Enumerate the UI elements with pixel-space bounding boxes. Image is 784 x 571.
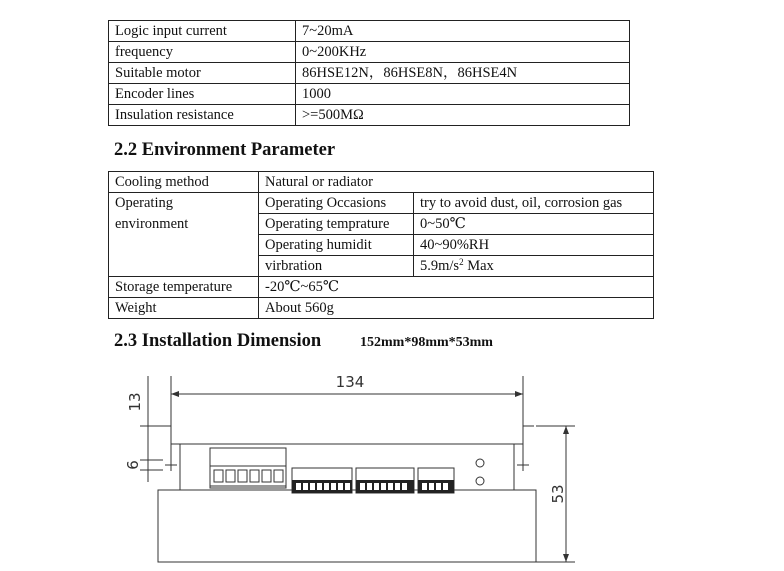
spec-key: Insulation resistance — [109, 105, 296, 126]
table-row — [109, 193, 654, 214]
table-row — [109, 172, 654, 193]
table-row — [109, 42, 630, 63]
driver-front-view — [158, 490, 536, 562]
table-row — [109, 21, 630, 42]
environment-parameter-table — [108, 171, 654, 319]
operating-value: try to avoid dust, oil, corrosion gas — [414, 193, 654, 214]
table-row — [109, 84, 630, 105]
operating-key: virbration — [259, 256, 414, 277]
spec-value: 7~20mA — [296, 21, 630, 42]
width-dimension-label: 134 — [335, 373, 365, 391]
table-row — [109, 63, 630, 84]
spec-key: frequency — [109, 42, 296, 63]
terminal-block-left — [210, 448, 286, 488]
operating-value: 40~90%RH — [414, 235, 654, 256]
operating-value — [414, 256, 654, 277]
spec-value: 86HSE12N，86HSE8N，86HSE4N — [296, 63, 630, 84]
top-offset-label: 13 — [126, 392, 144, 412]
electrical-spec-table — [108, 20, 630, 126]
led-indicator-icon — [476, 477, 484, 485]
spec-value: >=500MΩ — [296, 105, 630, 126]
weight-value: About 560g — [259, 298, 654, 319]
storage-label: Storage temperature — [109, 277, 259, 298]
operating-key: Operating Occasions — [259, 193, 414, 214]
terminal-block-encoder — [356, 468, 414, 493]
vibration-exponent: 2 — [459, 257, 464, 267]
spec-key: Logic input current — [109, 21, 296, 42]
operating-key: Operating temprature — [259, 214, 414, 235]
weight-label: Weight — [109, 298, 259, 319]
operating-label-line1: Operating — [115, 195, 173, 211]
spec-key: Suitable motor — [109, 63, 296, 84]
spec-key: Encoder lines — [109, 84, 296, 105]
terminal-block-power — [418, 468, 454, 493]
spec-value: 1000 — [296, 84, 630, 105]
cooling-value: Natural or radiator — [259, 172, 654, 193]
operating-value: 0~50℃ — [414, 214, 654, 235]
installation-heading: 2.3 Installation Dimension — [114, 331, 322, 351]
environment-heading: 2.2 Environment Parameter — [114, 140, 336, 160]
vibration-suffix: Max — [463, 258, 494, 274]
table-row — [109, 105, 630, 126]
hole-offset-label: 6 — [124, 460, 142, 470]
table-row — [109, 298, 654, 319]
led-indicator-icon — [476, 459, 484, 467]
cooling-label: Cooling method — [109, 172, 259, 193]
height-dimension-label: 53 — [549, 484, 567, 504]
terminal-block-signal — [292, 468, 352, 493]
table-row — [109, 277, 654, 298]
operating-environment-label — [109, 193, 259, 277]
operating-label-line2: environment — [115, 216, 189, 232]
operating-key: Operating humidit — [259, 235, 414, 256]
overall-dimension-text: 152mm*98mm*53mm — [360, 335, 493, 350]
storage-value: -20℃~65℃ — [259, 277, 654, 298]
vibration-value: 5.9m/s — [420, 258, 460, 274]
spec-value: 0~200KHz — [296, 42, 630, 63]
installation-drawing — [100, 362, 600, 571]
